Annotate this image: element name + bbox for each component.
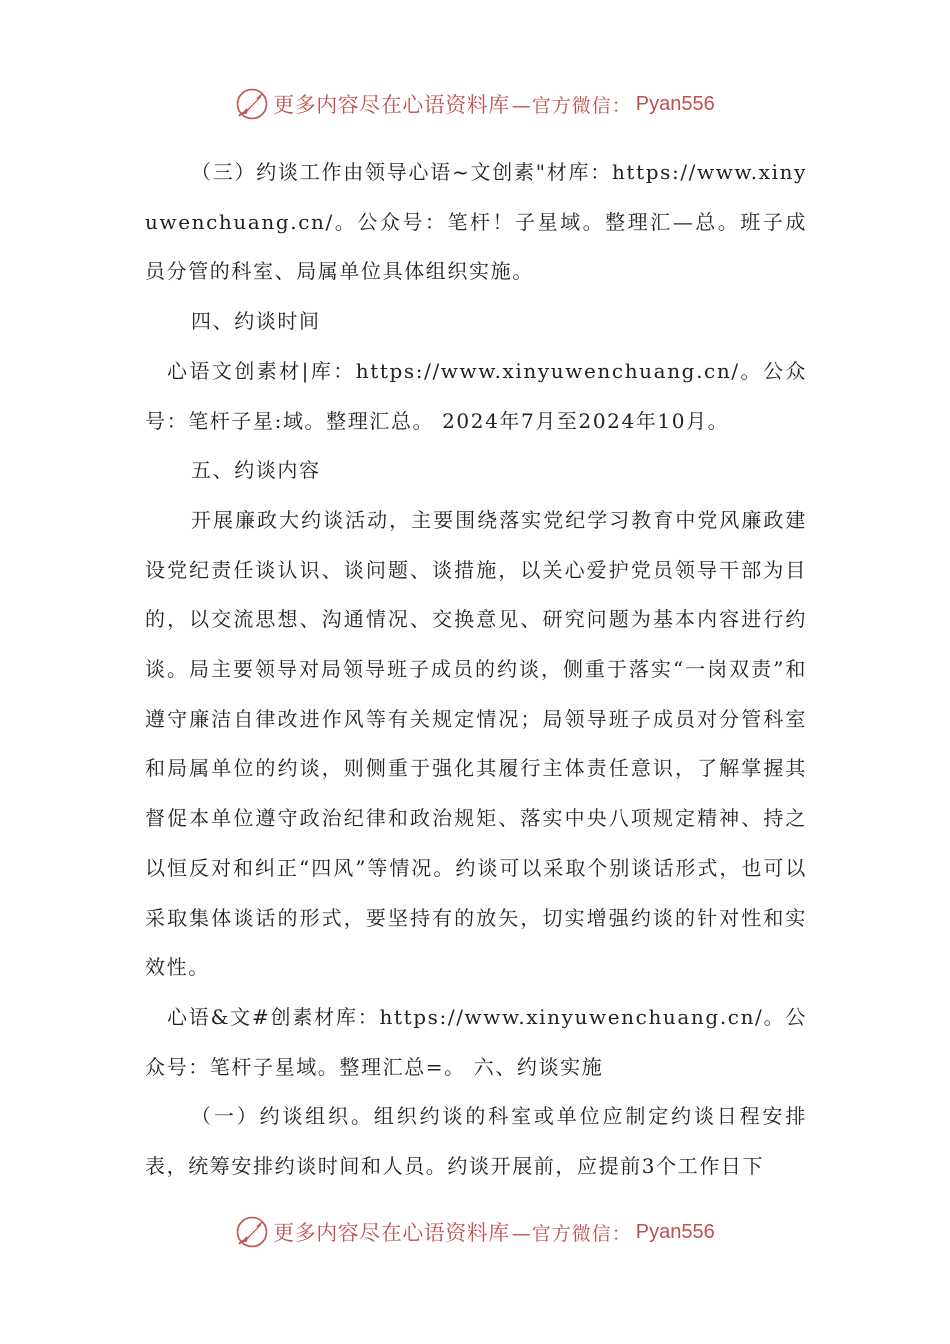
paragraph-implementation-heading: 心语&文#创素材库：https://www.xinyuwenchuang.cn/。公众号：笔杆子星域。整理汇总=。 六、约谈实施	[145, 1004, 807, 1079]
quill-logo-icon	[235, 1215, 269, 1249]
banner-wechat-id: Pyan556	[635, 1220, 715, 1243]
section-heading-content: 五、约谈内容	[191, 458, 321, 483]
banner-wechat-id: Pyan556	[635, 92, 715, 115]
banner-title: 更多内容尽在心语资料库	[273, 93, 510, 117]
header-banner	[0, 84, 950, 124]
quill-logo-icon	[235, 87, 269, 121]
banner-subtitle: —官方微信：	[511, 94, 632, 117]
document-body	[145, 148, 807, 1192]
paragraph-organizer: （三）约谈工作由领导心语~文创素"材库：https://www.xinyuwenchuang.cn/。公众号：笔杆！子星域。整理汇—总。班子成员分管的科室、局属单位具体组织实施。	[145, 160, 807, 284]
footer-banner	[0, 1212, 950, 1252]
paragraph-time: 心语文创素材|库：https://www.xinyuwenchuang.cn/。公众号：笔杆子星:域。整理汇总。 2024年7月至2024年10月。	[145, 358, 807, 433]
paragraph-organization: （一）约谈组织。组织约谈的科室或单位应制定约谈日程安排表，统筹安排约谈时间和人员。约谈开展前，应提前3个工作日下	[145, 1104, 807, 1179]
section-heading-time: 四、约谈时间	[191, 309, 321, 334]
banner-title: 更多内容尽在心语资料库	[273, 1221, 510, 1245]
paragraph-content: 开展廉政大约谈活动，主要围绕落实党纪学习教育中党风廉政建设党纪责任谈认识、谈问题、谈措施，以关心爱护党员领导干部为目的，以交流思想、沟通情况、交换意见、研究问题为基本内容进行约谈。局主要领导对局领导班子成员的约谈，侧重于落实“一岗双责”和遵守廉洁自律改进作风等有关规定情况；局领导班子成员对分管科室和局属单位的约谈，则侧重于强化其履行主体责任意识，了解掌握其督促本单位遵守政治纪律和政治规矩、落实中央八项规定精神、持之以恒反对和纠正“四风”等情况。约谈可以采取个别谈话形式，也可以采取集体谈话的形式，要坚持有的放矢，切实增强约谈的针对性和实效性。	[145, 507, 807, 980]
banner-subtitle: —官方微信：	[511, 1222, 632, 1245]
